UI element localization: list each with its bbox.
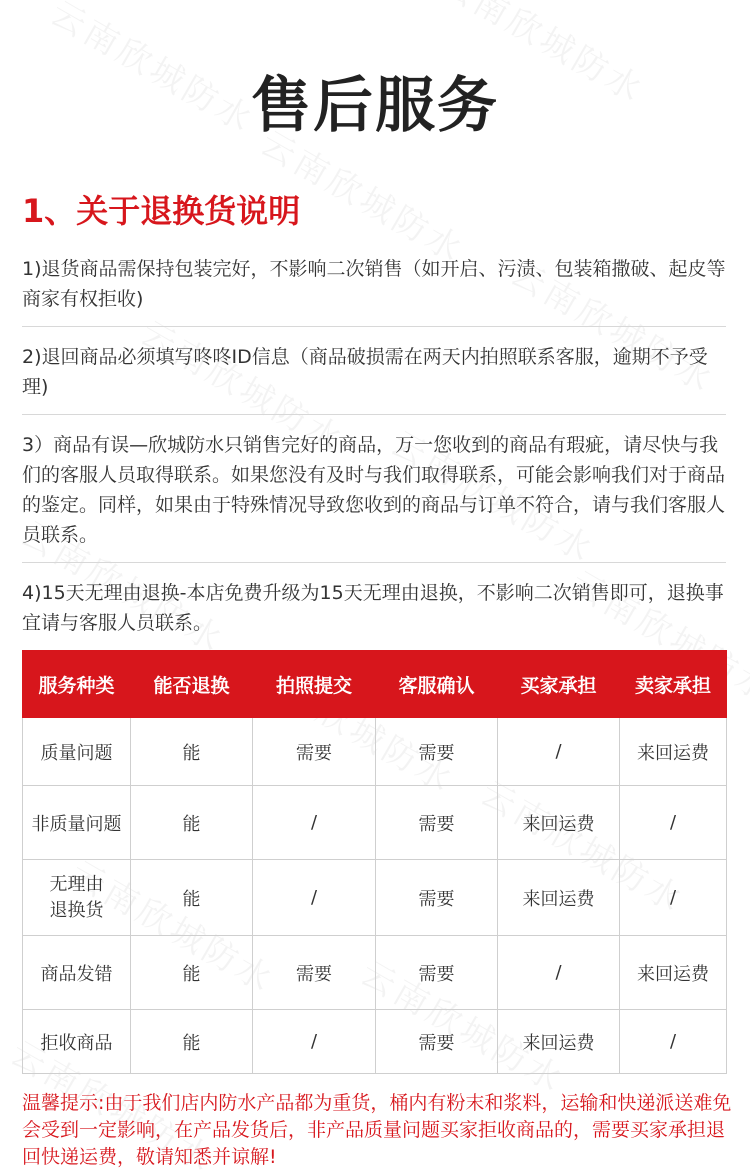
table-cell: 质量问题	[23, 718, 131, 786]
table-cell: 拒收商品	[23, 1010, 131, 1074]
page-title: 售后服务	[251, 71, 499, 141]
header-cs-confirm: 客服确认	[376, 651, 498, 718]
table-cell: 来回运费	[620, 718, 727, 786]
table-cell: 需要	[376, 718, 498, 786]
header-returnable: 能否退换	[131, 651, 253, 718]
policy-paragraph-1: 1)退货商品需保持包装完好，不影响二次销售（如开启、污渍、包装箱撒破、起皮等商家有权拒收)	[22, 258, 726, 310]
table-cell: 需要	[376, 936, 498, 1010]
table-cell: 能	[131, 718, 253, 786]
table-cell: 需要	[376, 786, 498, 860]
table-cell: /	[498, 718, 620, 786]
table-cell: /	[620, 786, 727, 860]
table-cell: /	[253, 1010, 376, 1074]
divider	[22, 414, 726, 415]
policy-paragraph-2: 2)退回商品必须填写咚咚ID信息（商品破损需在两天内拍照联系客服，逾期不予受理)	[22, 346, 708, 398]
table-header-row	[23, 651, 727, 718]
table-cell: /	[498, 936, 620, 1010]
policy-paragraph-3: 3）商品有误—欣城防水只销售完好的商品，万一您收到的商品有瑕疵，请尽快与我们的客服人员取得联系。如果您没有及时与我们取得联系，可能会影响我们对于商品的鉴定。同样，如果由于特殊情况导致您收到的商品与订单不符合，请与我们客服人员联系。	[22, 434, 726, 546]
header-seller-pays: 卖家承担	[620, 651, 727, 718]
table-cell: 来回运费	[498, 1010, 620, 1074]
table-cell: 能	[131, 1010, 253, 1074]
table-row	[23, 786, 727, 860]
table-cell: 无理由退换货	[23, 860, 131, 936]
table-cell: 来回运费	[620, 936, 727, 1010]
table-cell: 需要	[376, 860, 498, 936]
header-buyer-pays: 买家承担	[498, 651, 620, 718]
service-table	[22, 650, 727, 1074]
table-cell: 需要	[253, 718, 376, 786]
table-cell: /	[253, 786, 376, 860]
header-photo-submit: 拍照提交	[253, 651, 376, 718]
divider	[22, 326, 726, 327]
table-row	[23, 860, 727, 936]
header-service-type: 服务种类	[23, 651, 131, 718]
table-cell: /	[620, 1010, 727, 1074]
table-row	[23, 936, 727, 1010]
table-cell: 能	[131, 936, 253, 1010]
divider	[22, 562, 726, 563]
table-cell: 非质量问题	[23, 786, 131, 860]
table-cell: 需要	[376, 1010, 498, 1074]
table-cell: 能	[131, 860, 253, 936]
policy-paragraph-4: 4)15天无理由退换-本店免费升级为15天无理由退换，不影响二次销售即可，退换事宜请与客服人员联系。	[22, 582, 724, 634]
table-cell: 商品发错	[23, 936, 131, 1010]
warm-notice: 温馨提示:由于我们店内防水产品都为重货，桶内有粉末和浆料，运输和快递派送难免会受到一定影响，在产品发货后，非产品质量问题买家拒收商品的，需要买家承担退回快递运费，敬请知悉并谅解!	[22, 1092, 732, 1168]
table-cell: 来回运费	[498, 786, 620, 860]
table-cell: 来回运费	[498, 860, 620, 936]
section-heading: 1、关于退换货说明	[22, 192, 301, 230]
table-cell: /	[253, 860, 376, 936]
table-row	[23, 718, 727, 786]
table-cell: 需要	[253, 936, 376, 1010]
table-row	[23, 1010, 727, 1074]
table-cell: /	[620, 860, 727, 936]
table-cell: 能	[131, 786, 253, 860]
